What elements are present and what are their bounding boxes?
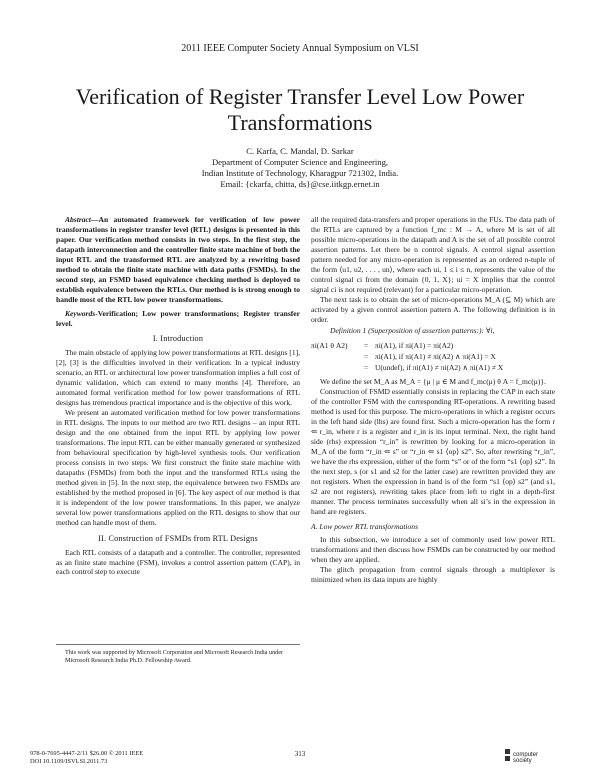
abstract-label: Abstract (65, 215, 91, 224)
left-column (56, 215, 300, 577)
keywords-text: -Verification; Low power transformations; Register transfer level. (56, 308, 300, 328)
section-heading-construction: II. Construction of FSMDs from RTL Designs (98, 533, 258, 543)
equation-row: = πi(A1), if πi(A1) ≠ πi(A2) ∧ πi(A1) = X (363, 352, 496, 362)
logo-text-computer: computer (513, 752, 539, 758)
author-institute: Indian Institute of Technology, Kharagpur 721302, India. (201, 168, 399, 178)
right-paragraph-5: In this subsection, we introduce a set of commonly used low power RTL transformations and then discuss how FSMDs can be constructed by our method when they are applied. (311, 534, 555, 564)
abstract-text: —An automated framework for verification of low power transformations in register transfer level (RTL) designs is presented in this paper. Our verification method consists in two steps. In the first step, the datapath interconnection and the controller finite state machine of both the input RTL and the transformed RTL are analyzed by a rewriting based method to obtain the finite state machine with data paths (FSMDs). In the second step, an FSMD based equivalence checking method is deployed to establish equivalence between the RTLs. Our method is is strong enough to handle most of the RTL low power transformations. (56, 215, 300, 304)
intro-paragraph-1: The main obstacle of applying low power transformations at RTL designs [1], [2], [3] is the difficulties involved in their verification. In a typical industry scenario, an RTL or architectural low power transformation implies a full cost of dynamic validation, which can extend to many months [4]. Therefore, an automated formal verification method for low power transformations of RTL designs has tremendous practical importance and is the objective of this work. (56, 348, 300, 408)
logo-text-society: society (513, 758, 532, 764)
author-dept: Department of Computer Science and Engineering, (211, 157, 389, 167)
footer-isbn: 978-0-7695-4447-2/11 $26.00 © 2011 IEEE (30, 750, 144, 757)
keywords-label: Keywords (65, 308, 96, 318)
subsection-heading: A. Low power RTL transformations (311, 521, 419, 531)
keywords (56, 309, 300, 329)
conference-header: 2011 IEEE Computer Society Annual Symposium on VLSI (181, 43, 419, 54)
right-paragraph-4: Construction of FSMD essentially consists in replacing the CAP in each state of the controller FSM with the corresponding RT-operations. A rewriting based method is used for this purpose. The micro-operations in which a register occurs in the left hand side (lhs) are found first. Such a micro-operation has the form r ⇐ r_in, where r is a register and r_in is its input terminal. Next, the right hand side (rhs) expression “r_in” is rewritten by looking for a micro-operation in M_A of the form “r_in ⇐ s” or “r_in ⇐ s1 ⟨op⟩ s2”. So, after rewriting “r_in”, we have the rhs expression, either of the form “s” or of the form “s1 ⟨op⟩ s2”. In the next step, s (or s1 and s2 for the latter case) are rewritten provided they are not registers. When the expression in hand is of the form “s1 ⟨op⟩ s2” (and s1, s2 are not registers), rewriting takes place from left to right in a depth-first manner. The process terminates successfully when all si’s in the expression in hand are registers. (311, 387, 555, 516)
definition-1: Definition 1 (Superposition of assertion patterns:): ∀i, (330, 326, 495, 336)
author-email: Email: {ckarfa, chitta, ds}@cse.iitkgp.ernet.in (220, 179, 380, 189)
paper-title: Verification of Register Transfer Level Low Power Transformations (75, 84, 525, 135)
footnote: This work was supported by Microsoft Corporation and Microsoft Research India under Microsoft Research India Ph.D. Fellowship Award. (56, 644, 300, 665)
author-block (0, 146, 600, 190)
intro-paragraph-2: We present an automated verification method for low power transformations in RTL designs. The inputs to our method are two RTL designs – an input RTL design and the one obtained from the input RTL by applying low power transformations. The input RTL can be either manually generated or synthesized from behavioural specification by high-level synthesis tools. Our verification process consists in two steps. We first construct the finite state machine with datapaths (FSMDs) from both the input and the transformed RTLs using the method given in [5]. In the next step, the equivalence between two FSMDs are established by the method proposed in [6]. The key aspect of our method is that it is independent of the low power transformations. In this paper, we analyze several low power transformations applied on the RTL designs to show that our method can handle most of them. (56, 408, 300, 527)
page-number: 313 (294, 750, 306, 758)
equation-row: = U(undef), if πi(A1) ≠ πi(A2) ∧ πi(A1) ≠ X (363, 363, 504, 373)
equation-superposition (311, 340, 555, 373)
right-paragraph-2: The next task is to obtain the set of micro-operations M_A (⊆ M) which are activated by a given control assertion pattern A. The following definition is in order. (311, 294, 555, 324)
right-paragraph-1: all the required data-transfers and proper operations in the FUs. The data path of the RTLs are captured by a function f_mc : M → A, where M is set of all possible micro-operations in the datapath and A is the set of all possible control assertion patterns. Let there be n control signals. A control signal assertion pattern needed for any micro-operation is represented as an ordered n-tuple of the form ⟨u1, u2, . . . , un⟩, where each ui, 1 ≤ i ≤ n, represents the value of the control signal ci from the domain {0, 1, X}; ui = X implies that the control signal ci is not required (relevant) for a particular micro-operation. (311, 215, 555, 294)
right-column (311, 215, 555, 585)
author-names: C. Karfa, C. Mandal, D. Sarkar (246, 146, 354, 156)
equation-row: πi(A1 θ A2) = πi(A1), if πi(A1) = πi(A2) (311, 341, 454, 351)
footer-doi: DOI 10.1109/ISVLSI.2011.73 (30, 758, 108, 765)
abstract (56, 215, 300, 305)
section-heading-introduction: I. Introduction (152, 334, 204, 344)
computer-society-logo (505, 745, 545, 769)
right-paragraph-3: We define the set M_A as M_A = {μ | μ ∈ M and f_mc(μ) θ A = f_mc(μ)}. (320, 377, 546, 387)
right-paragraph-6: The glitch propagation from control signals through a multiplexer is minimized when its data inputs are highly (311, 564, 555, 584)
construction-paragraph-1: Each RTL consists of a datapath and a controller. The controller, represented as an finite state machine (FSM), invokes a control assertion pattern (CAP), in each control step to execute (56, 547, 300, 577)
